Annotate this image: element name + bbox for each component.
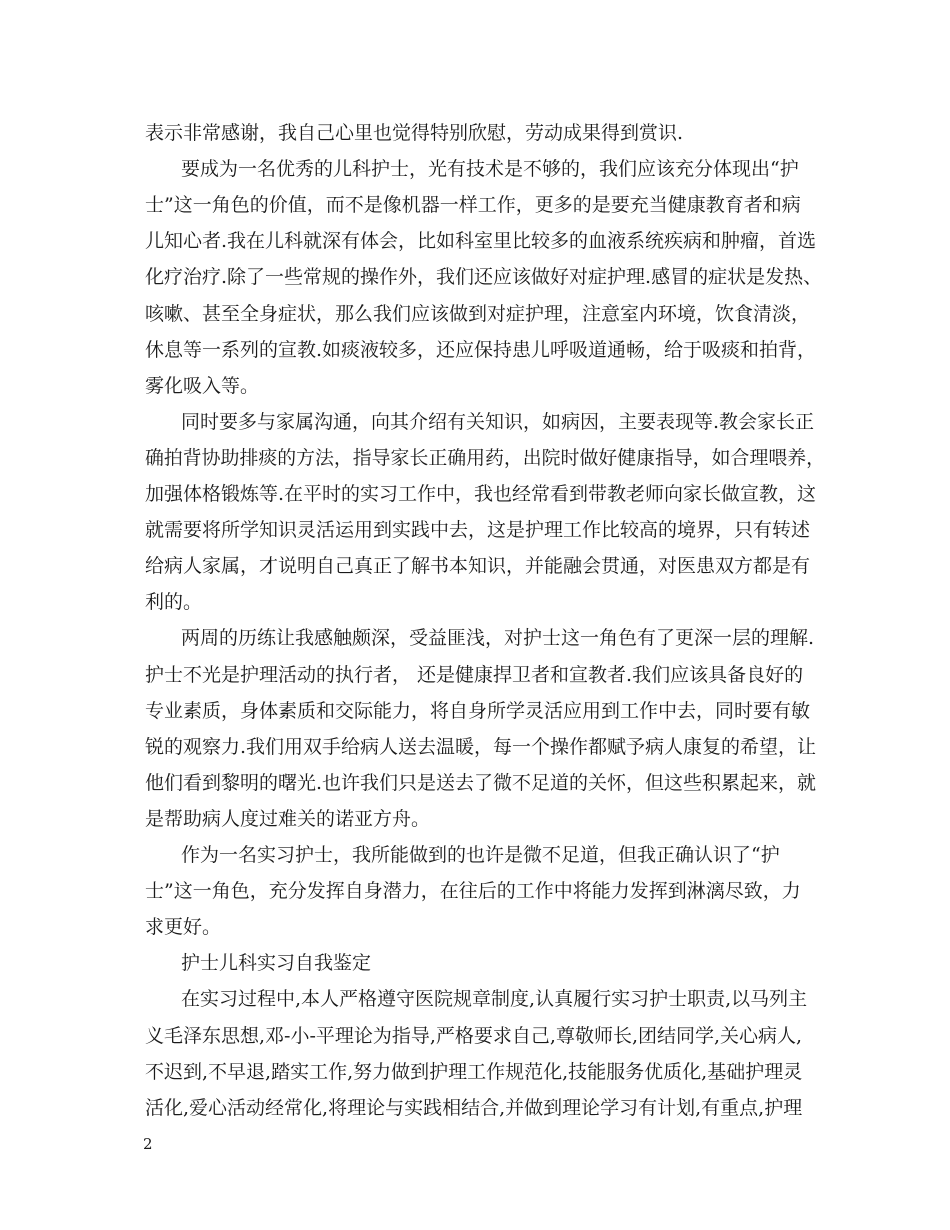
text-line: 护士不光是护理活动的执行者， 还是健康捍卫者和宣教者.我们应该具备良好的 xyxy=(145,663,804,686)
text-line: 在实习过程中,本人严格遵守医院规章制度,认真履行实习护士职责,以马列主 xyxy=(181,988,808,1011)
text-line: 锐的观察力.我们用双手给病人送去温暖，每一个操作都赋予病人康复的希望，让 xyxy=(145,735,817,758)
text-line: 不迟到,不早退,踏实工作,努力做到护理工作规范化,技能服务优质化,基础护理灵 xyxy=(145,1060,803,1083)
text-line: 专业素质，身体素质和交际能力，将自身所学灵活应用到工作中去，同时要有敏 xyxy=(145,699,811,722)
text-line: 确拍背协助排痰的方法，指导家长正确用药，出院时做好健康指导，如合理喂养， xyxy=(145,446,826,469)
text-line: 化疗治疗.除了一些常规的操作外，我们还应该做好对症护理.感冒的症状是发热、 xyxy=(145,266,823,289)
text-line: 士”这一角色的价值，而不是像机器一样工作，更多的是要充当健康教育者和病 xyxy=(145,194,801,217)
text-line: 儿知心者.我在儿科就深有体会，比如科室里比较多的血液系统疾病和肿瘤，首选 xyxy=(145,230,817,253)
text-line: 活化,爱心活动经常化,将理论与实践相结合,并做到理论学习有计划,有重点,护理 xyxy=(145,1096,803,1119)
text-line: 加强体格锻炼等.在平时的实习工作中，我也经常看到带教老师向家长做宣教，这 xyxy=(145,483,817,505)
text-line: 他们看到黎明的曙光.也许我们只是送去了微不足道的关怀，但这些积累起来，就 xyxy=(145,771,817,794)
text-line: 同时要多与家属沟通，向其介绍有关知识，如病因，主要表现等.教会家长正 xyxy=(181,410,815,433)
text-line: 利的。 xyxy=(145,591,203,614)
text-line: 表示非常感谢，我自己心里也觉得特别欣慰，劳动成果得到赏识. xyxy=(145,122,684,144)
text-line: 士”这一角色，充分发挥自身潜力，在往后的工作中将能力发挥到淋漓尽致，力 xyxy=(145,880,801,903)
text-line: 给病人家属，才说明自己真正了解书本知识，并能融会贯通，对医患双方都是有 xyxy=(145,555,811,578)
text-line: 要成为一名优秀的儿科护士，光有技术是不够的，我们应该充分体现出“护 xyxy=(181,158,799,181)
text-line: 是帮助病人度过难关的诺亚方舟。 xyxy=(145,807,431,830)
page-number: 2 xyxy=(143,1135,153,1153)
text-line: 两周的历练让我感触颇深，受益匪浅，对护士这一角色有了更深一层的理解. xyxy=(181,627,815,650)
text-line: 雾化吸入等。 xyxy=(145,374,260,397)
text-line: 休息等一系列的宣教.如痰液较多，还应保持患儿呼吸道通畅，给于吸痰和拍背， xyxy=(145,338,817,361)
text-line: 护士儿科实习自我鉴定 xyxy=(181,952,372,975)
text-line: 咳嗽、甚至全身症状，那么我们应该做到对症护理，注意室内环境，饮食清淡， xyxy=(145,302,811,325)
text-line: 作为一名实习护士，我所能做到的也许是微不足道，但我正确认识了“护 xyxy=(181,844,780,866)
text-line: 求更好。 xyxy=(145,916,222,939)
text-line: 义毛泽东思想,邓-小-平理论为指导,严格要求自己,尊敬师长,团结同学,关心病人, xyxy=(145,1024,803,1047)
text-line: 就需要将所学知识灵活运用到实践中去，这是护理工作比较高的境界，只有转述 xyxy=(145,519,811,542)
